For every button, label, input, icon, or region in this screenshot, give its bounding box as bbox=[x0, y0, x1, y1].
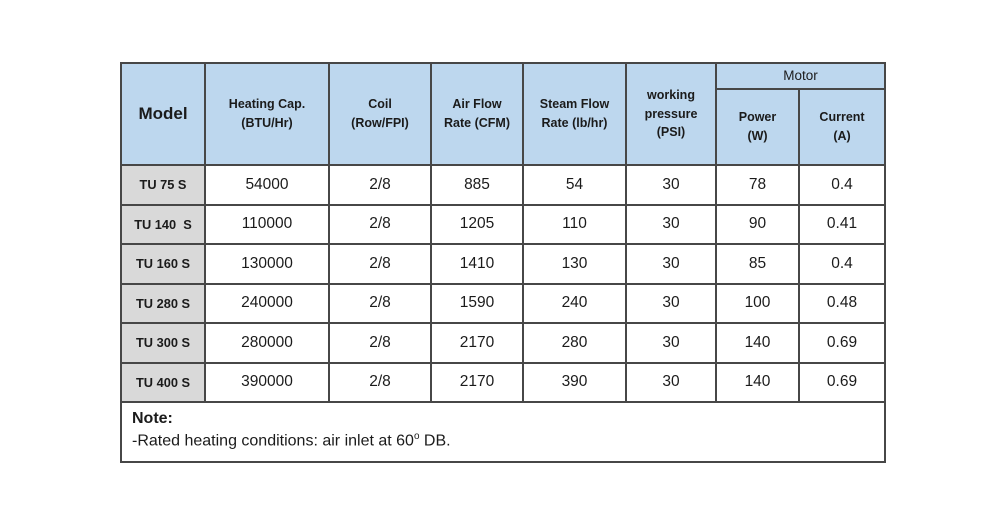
working-pressure-cell: 30 bbox=[626, 205, 716, 245]
table-body bbox=[121, 165, 885, 402]
header-heating-cap-line2: (BTU/Hr) bbox=[241, 116, 293, 130]
working-pressure-cell: 30 bbox=[626, 244, 716, 284]
header-heating-cap-line1: Heating Cap. bbox=[228, 97, 306, 112]
note-body-prefix: -Rated heating conditions: air inlet at 60 bbox=[132, 431, 414, 449]
header-steam-flow bbox=[523, 63, 626, 165]
note-body-suffix: DB. bbox=[419, 431, 451, 449]
air-flow-cell: 1410 bbox=[431, 244, 523, 284]
heating-cap-cell: 240000 bbox=[205, 284, 329, 324]
header-air-flow-line2: Rate (CFM) bbox=[444, 116, 510, 130]
air-flow-cell: 2170 bbox=[431, 323, 523, 363]
table-row bbox=[121, 284, 885, 324]
header-working-pressure-line3: (PSI) bbox=[656, 125, 686, 140]
working-pressure-cell: 30 bbox=[626, 323, 716, 363]
power-cell: 140 bbox=[716, 323, 799, 363]
header-motor-group: Motor bbox=[716, 63, 885, 89]
header-heating-cap bbox=[205, 63, 329, 165]
model-cell: TU 160 S bbox=[121, 244, 205, 284]
spec-table bbox=[120, 62, 886, 463]
working-pressure-cell: 30 bbox=[626, 284, 716, 324]
power-cell: 90 bbox=[716, 205, 799, 245]
current-cell: 0.41 bbox=[799, 205, 885, 245]
air-flow-cell: 885 bbox=[431, 165, 523, 205]
power-cell: 140 bbox=[716, 363, 799, 403]
header-working-pressure bbox=[626, 63, 716, 165]
air-flow-cell: 1590 bbox=[431, 284, 523, 324]
coil-cell: 2/8 bbox=[329, 363, 431, 403]
header-air-flow-line1: Air Flow bbox=[452, 97, 502, 112]
header-power-line1: Power bbox=[738, 110, 777, 125]
table-row bbox=[121, 244, 885, 284]
model-cell: TU 400 S bbox=[121, 363, 205, 403]
heating-cap-cell: 280000 bbox=[205, 323, 329, 363]
heating-cap-cell: 390000 bbox=[205, 363, 329, 403]
heating-cap-cell: 54000 bbox=[205, 165, 329, 205]
steam-flow-cell: 110 bbox=[523, 205, 626, 245]
air-flow-cell: 2170 bbox=[431, 363, 523, 403]
table-header bbox=[121, 63, 885, 165]
steam-flow-cell: 54 bbox=[523, 165, 626, 205]
model-cell: TU 140 S bbox=[121, 205, 205, 245]
header-model: Model bbox=[121, 63, 205, 165]
current-cell: 0.48 bbox=[799, 284, 885, 324]
header-power bbox=[716, 89, 799, 165]
note-body bbox=[132, 430, 874, 452]
steam-flow-cell: 280 bbox=[523, 323, 626, 363]
header-power-line2: (W) bbox=[747, 129, 768, 143]
power-cell: 78 bbox=[716, 165, 799, 205]
header-air-flow bbox=[431, 63, 523, 165]
header-steam-flow-line1: Steam Flow bbox=[539, 97, 610, 112]
working-pressure-cell: 30 bbox=[626, 363, 716, 403]
table-row bbox=[121, 165, 885, 205]
current-cell: 0.69 bbox=[799, 363, 885, 403]
coil-cell: 2/8 bbox=[329, 284, 431, 324]
current-cell: 0.4 bbox=[799, 244, 885, 284]
current-cell: 0.69 bbox=[799, 323, 885, 363]
header-current bbox=[799, 89, 885, 165]
steam-flow-cell: 130 bbox=[523, 244, 626, 284]
header-coil-line1: Coil bbox=[368, 97, 392, 112]
note-row bbox=[121, 402, 885, 462]
heating-cap-cell: 110000 bbox=[205, 205, 329, 245]
header-working-pressure-line1: working bbox=[647, 87, 695, 102]
current-cell: 0.4 bbox=[799, 165, 885, 205]
steam-flow-cell: 240 bbox=[523, 284, 626, 324]
coil-cell: 2/8 bbox=[329, 205, 431, 245]
model-cell: TU 280 S bbox=[121, 284, 205, 324]
model-cell: TU 300 S bbox=[121, 323, 205, 363]
table-row bbox=[121, 205, 885, 245]
header-coil-line2: (Row/FPI) bbox=[351, 116, 409, 130]
coil-cell: 2/8 bbox=[329, 244, 431, 284]
table-row bbox=[121, 323, 885, 363]
model-cell: TU 75 S bbox=[121, 165, 205, 205]
table-row bbox=[121, 363, 885, 403]
header-current-line2: (A) bbox=[833, 129, 851, 143]
note-cell bbox=[121, 402, 885, 462]
header-working-pressure-line2: pressure bbox=[644, 106, 698, 121]
air-flow-cell: 1205 bbox=[431, 205, 523, 245]
steam-flow-cell: 390 bbox=[523, 363, 626, 403]
table-footer bbox=[121, 402, 885, 462]
heating-cap-cell: 130000 bbox=[205, 244, 329, 284]
coil-cell: 2/8 bbox=[329, 323, 431, 363]
header-steam-flow-line2: Rate (lb/hr) bbox=[541, 116, 608, 130]
working-pressure-cell: 30 bbox=[626, 165, 716, 205]
header-current-line1: Current bbox=[819, 110, 865, 125]
header-row-top bbox=[121, 63, 885, 89]
note-title: Note: bbox=[132, 410, 173, 427]
coil-cell: 2/8 bbox=[329, 165, 431, 205]
header-coil bbox=[329, 63, 431, 165]
note-body-superscript: o bbox=[413, 430, 420, 442]
power-cell: 85 bbox=[716, 244, 799, 284]
power-cell: 100 bbox=[716, 284, 799, 324]
